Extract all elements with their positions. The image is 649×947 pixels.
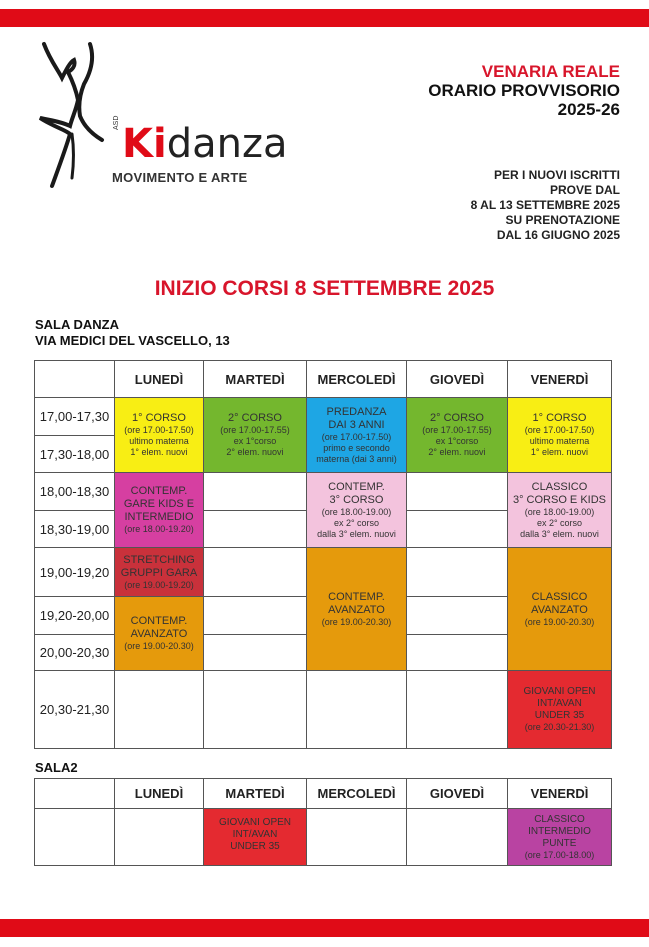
class-detail: ex 2° corso bbox=[333, 517, 380, 528]
empty-slot bbox=[204, 671, 307, 749]
class-block bbox=[307, 398, 407, 473]
class-detail: 2° elem. nuovi bbox=[226, 447, 284, 457]
empty-slot bbox=[307, 809, 407, 866]
class-detail: ex 2° corso bbox=[536, 517, 583, 528]
class-detail: (ore 17.00-18.00) bbox=[524, 849, 595, 860]
empty-slot bbox=[204, 635, 307, 671]
logo bbox=[28, 40, 288, 190]
class-block bbox=[407, 398, 508, 473]
empty-slot bbox=[204, 548, 307, 597]
asd-label: ASD bbox=[113, 115, 120, 130]
corner-cell bbox=[35, 779, 115, 809]
time-slot: 17,00-17,30 bbox=[35, 398, 115, 436]
class-block bbox=[508, 671, 612, 749]
start-banner: INIZIO CORSI 8 SETTEMBRE 2025 bbox=[154, 277, 495, 300]
dancer-figure-icon bbox=[32, 40, 122, 190]
class-block bbox=[508, 809, 612, 866]
tagline: MOVIMENTO E ARTE bbox=[112, 170, 248, 185]
class-detail: (ore 19.00-20.30) bbox=[124, 641, 194, 651]
time-slot: 20,00-20,30 bbox=[35, 635, 115, 671]
day-header: MERCOLEDÌ bbox=[307, 779, 407, 809]
empty-slot bbox=[204, 597, 307, 635]
class-title: 2° CORSO bbox=[228, 412, 282, 424]
sala2-name: SALA2 bbox=[35, 760, 78, 775]
class-block bbox=[115, 597, 204, 671]
time-slot: 19,00-19,20 bbox=[35, 548, 115, 597]
time-slot: 18,30-19,00 bbox=[35, 511, 115, 548]
class-title: CONTEMP. bbox=[130, 615, 188, 627]
trial-notice bbox=[471, 168, 620, 243]
class-detail: materna (dai 3 anni) bbox=[316, 453, 397, 464]
empty-slot bbox=[115, 671, 204, 749]
class-title: PUNTE bbox=[542, 837, 577, 849]
class-detail: ultimo materna bbox=[529, 436, 590, 446]
day-header: LUNEDÌ bbox=[115, 361, 204, 398]
class-title: INT/AVAN bbox=[537, 698, 582, 709]
header bbox=[428, 63, 620, 119]
class-title: PREDANZA bbox=[326, 405, 387, 418]
day-header: GIOVEDÌ bbox=[407, 361, 508, 398]
class-detail: dalla 3° elem. nuovi bbox=[317, 528, 396, 539]
empty-slot bbox=[407, 671, 508, 749]
day-header: MERCOLEDÌ bbox=[307, 361, 407, 398]
class-title: INT/AVAN bbox=[232, 829, 278, 840]
class-title: CLASSICO bbox=[531, 480, 588, 493]
class-detail: 2° elem. nuovi bbox=[428, 447, 486, 457]
class-detail: 1° elem. nuovi bbox=[530, 447, 589, 457]
class-detail: (ore 20.30-21.30) bbox=[524, 722, 595, 732]
day-header: MARTEDÌ bbox=[204, 779, 307, 809]
class-detail: (ore 17.00-17.50) bbox=[524, 425, 595, 435]
class-title: 3° CORSO bbox=[329, 493, 384, 506]
class-title: CONTEMP. bbox=[130, 485, 188, 497]
class-title: AVANZATO bbox=[130, 628, 188, 640]
sala1-address: VIA MEDICI DEL VASCELLO, 13 bbox=[35, 333, 230, 348]
notice-line: 8 AL 13 SETTEMBRE 2025 bbox=[470, 198, 620, 212]
class-detail: 1° elem. nuovi bbox=[130, 447, 188, 457]
class-detail: (ore 18.00-19.00) bbox=[524, 506, 595, 517]
time-slot: 18,00-18,30 bbox=[35, 473, 115, 511]
class-detail: (ore 17.00-17.50) bbox=[124, 425, 194, 435]
brand-danza: danza bbox=[166, 121, 288, 167]
class-title: 1° CORSO bbox=[132, 412, 186, 424]
sala1-name: SALA DANZA bbox=[35, 317, 120, 332]
class-title: 2° CORSO bbox=[430, 412, 484, 424]
class-block bbox=[204, 809, 307, 866]
brand-ki: Ki bbox=[122, 121, 167, 167]
brand-wordmark bbox=[122, 122, 287, 166]
empty-slot bbox=[407, 511, 508, 548]
class-block bbox=[115, 548, 204, 597]
sala1-schedule-table bbox=[34, 360, 612, 749]
empty-slot bbox=[407, 548, 508, 597]
empty-slot bbox=[204, 511, 307, 548]
class-detail: ultimo materna bbox=[129, 436, 189, 446]
day-header: GIOVEDÌ bbox=[407, 779, 508, 809]
day-header: MARTEDÌ bbox=[204, 361, 307, 398]
class-title: CONTEMP. bbox=[328, 480, 385, 493]
class-title: 1° CORSO bbox=[532, 412, 587, 424]
class-block bbox=[508, 548, 612, 671]
empty-slot bbox=[35, 809, 115, 866]
notice-line: DAL 16 GIUGNO 2025 bbox=[496, 228, 620, 242]
class-detail: ex 1°corso bbox=[233, 436, 277, 446]
class-title: GARE KIDS E bbox=[123, 498, 195, 510]
corner-cell bbox=[35, 361, 115, 398]
empty-slot bbox=[407, 635, 508, 671]
time-slot: 20,30-21,30 bbox=[35, 671, 115, 749]
empty-slot bbox=[307, 671, 407, 749]
class-detail: (ore 17.00-17.55) bbox=[422, 425, 492, 435]
sala2-schedule-table bbox=[34, 778, 612, 866]
title: ORARIO PROVVISORIO bbox=[428, 81, 620, 100]
empty-slot bbox=[115, 809, 204, 866]
season: 2025-26 bbox=[557, 100, 620, 119]
empty-slot bbox=[204, 473, 307, 511]
class-title: INTERMEDIO bbox=[124, 511, 194, 523]
class-block bbox=[508, 473, 612, 548]
class-block bbox=[115, 398, 204, 473]
class-title: AVANZATO bbox=[328, 603, 385, 616]
class-title: INTERMEDIO bbox=[528, 825, 591, 837]
class-title: CLASSICO bbox=[534, 813, 585, 825]
class-detail: (ore 19.00-19.20) bbox=[124, 579, 194, 590]
class-detail: (ore 18.00-19.20) bbox=[124, 524, 194, 534]
notice-line: PROVE DAL bbox=[549, 183, 620, 197]
empty-slot bbox=[407, 597, 508, 635]
class-detail: (ore 18.00-19.00) bbox=[321, 506, 392, 517]
top-red-bar bbox=[0, 9, 649, 27]
class-detail: (ore 19.00-20.30) bbox=[524, 616, 595, 627]
class-detail: (ore 17.00-17.55) bbox=[220, 425, 290, 435]
class-detail: (ore 19.00-20.30) bbox=[321, 616, 392, 627]
class-title: GRUPPI GARA bbox=[120, 566, 198, 579]
time-slot: 17,30-18,00 bbox=[35, 436, 115, 473]
class-title: 3° CORSO E KIDS bbox=[512, 493, 607, 506]
class-detail: (ore 17.00-17.50) bbox=[321, 431, 392, 442]
class-block bbox=[508, 398, 612, 473]
notice-line: SU PRENOTAZIONE bbox=[505, 213, 620, 227]
class-detail: dalla 3° elem. nuovi bbox=[520, 528, 599, 539]
bottom-red-bar bbox=[0, 919, 649, 937]
time-slot: 19,20-20,00 bbox=[35, 597, 115, 635]
class-title: GIOVANI OPEN bbox=[523, 686, 596, 697]
class-title: GIOVANI OPEN bbox=[218, 817, 292, 828]
day-header: LUNEDÌ bbox=[115, 779, 204, 809]
class-title: UNDER 35 bbox=[230, 841, 280, 852]
day-header: VENERDÌ bbox=[508, 361, 612, 398]
class-title: DAI 3 ANNI bbox=[328, 418, 385, 431]
class-title: CLASSICO bbox=[531, 590, 588, 603]
class-block bbox=[307, 548, 407, 671]
class-title: UNDER 35 bbox=[534, 710, 585, 721]
notice-line: PER I NUOVI ISCRITTI bbox=[493, 168, 620, 182]
empty-slot bbox=[407, 809, 508, 866]
class-detail: primo e secondo bbox=[323, 442, 390, 453]
location: VENARIA REALE bbox=[481, 62, 620, 81]
sala1-heading bbox=[35, 317, 230, 349]
class-block bbox=[307, 473, 407, 548]
class-title: STRETCHING bbox=[123, 553, 195, 566]
empty-slot bbox=[407, 473, 508, 511]
class-title: CONTEMP. bbox=[328, 590, 385, 603]
class-detail: ex 1°corso bbox=[435, 436, 479, 446]
class-title: AVANZATO bbox=[531, 603, 588, 616]
class-block bbox=[115, 473, 204, 548]
class-block bbox=[204, 398, 307, 473]
day-header: VENERDÌ bbox=[508, 779, 612, 809]
